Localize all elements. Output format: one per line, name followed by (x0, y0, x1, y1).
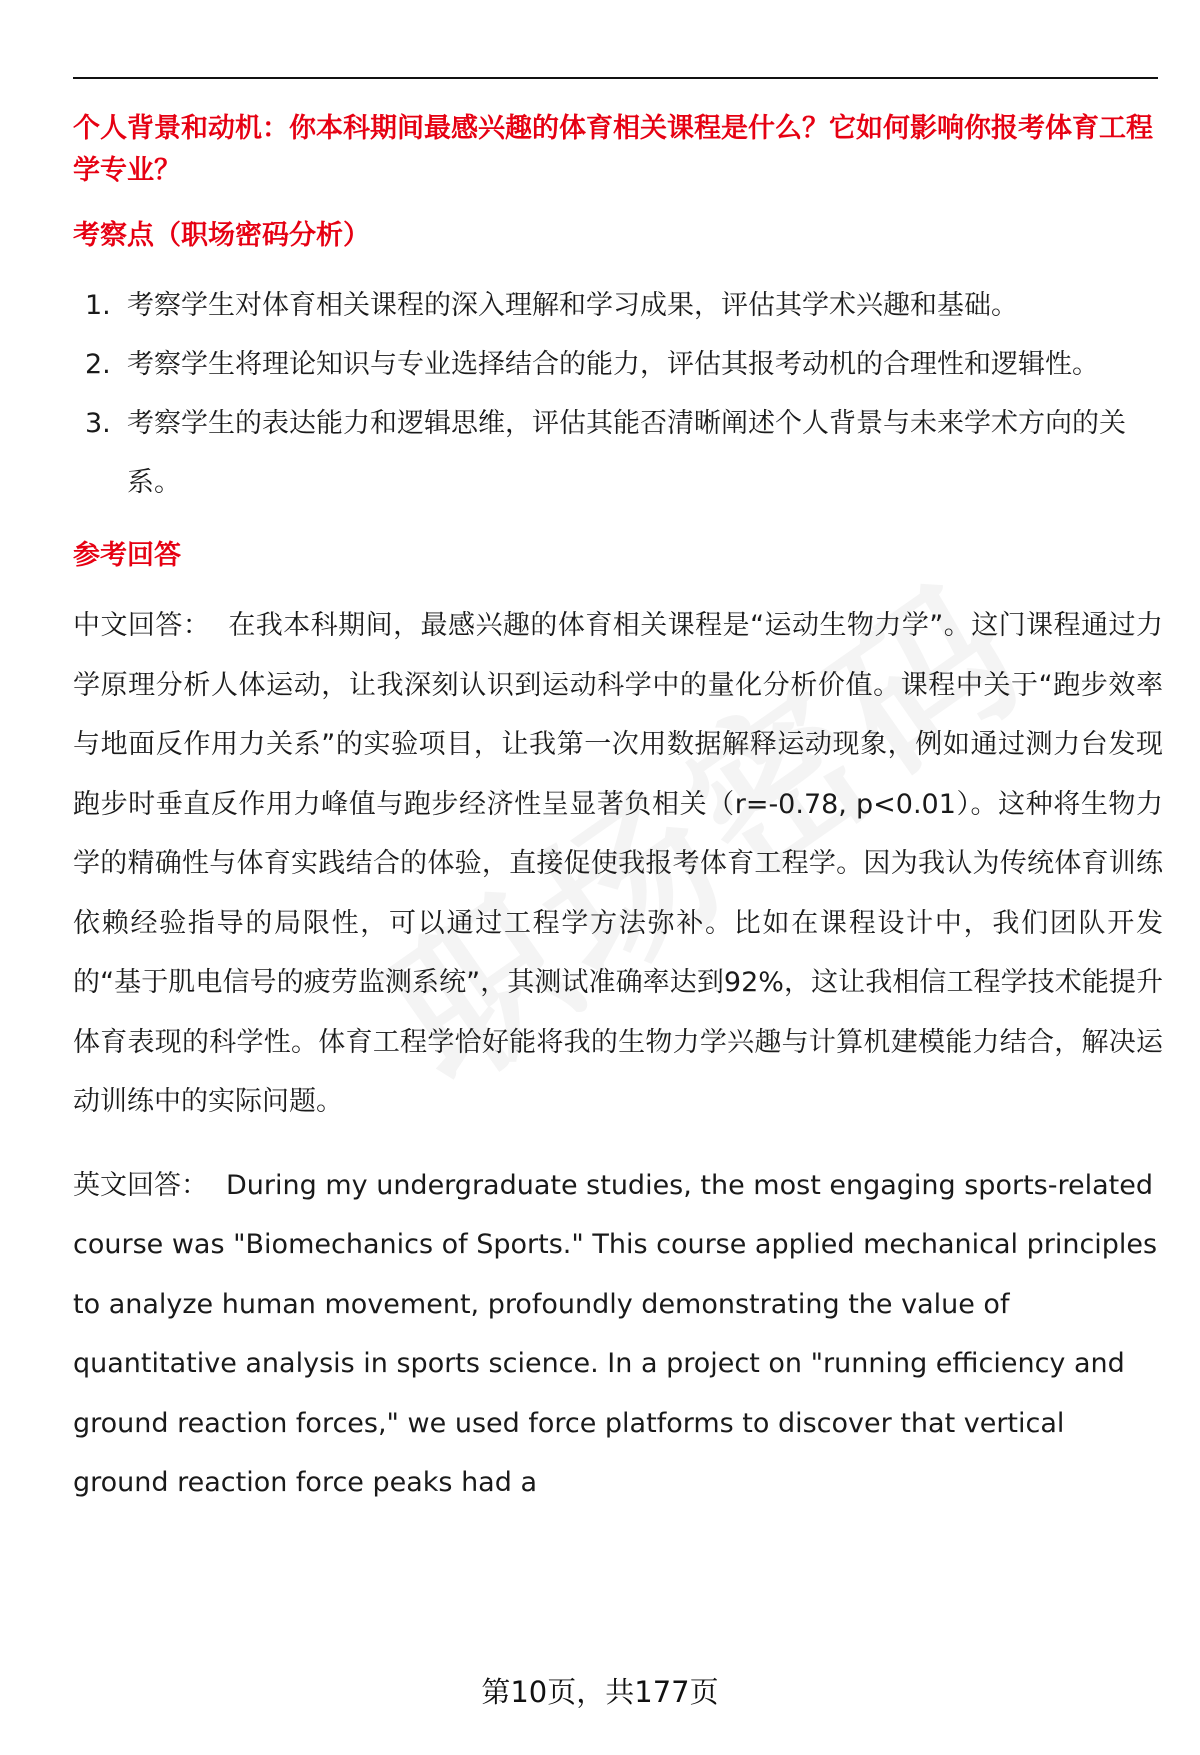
reference-heading: 参考回答 (73, 540, 181, 571)
chinese-answer (73, 596, 1163, 1132)
top-divider (73, 77, 1158, 79)
chinese-answer-label: 中文回答： (73, 610, 211, 641)
assessment-heading: 考察点（职场密码分析） (73, 220, 370, 251)
assessment-item (73, 276, 1163, 335)
document-body (73, 108, 1163, 1513)
assessment-item-text: 考察学生对体育相关课程的深入理解和学习成果，评估其学术兴趣和基础。 (127, 290, 1018, 321)
page-number: 第10页，共177页 (481, 1675, 719, 1709)
assessment-item (73, 335, 1163, 394)
assessment-list (73, 276, 1163, 512)
assessment-item-text: 考察学生的表达能力和逻辑思维，评估其能否清晰阐述个人背景与未来学术方向的关系。 (127, 408, 1126, 498)
assessment-item (73, 394, 1163, 512)
english-answer-label: 英文回答： (73, 1169, 208, 1201)
english-answer (73, 1156, 1163, 1513)
assessment-item-number: 2. (85, 349, 111, 380)
chinese-answer-text: 在我本科期间，最感兴趣的体育相关课程是“运动生物力学”。这门课程通过力学原理分析人体运动，让我深刻认识到运动科学中的量化分析价值。课程中关于“跑步效率与地面反作用力关系”的实验项目，让我第一次用数据解释运动现象，例如通过测力台发现跑步时垂直反作用力峰值与跑步经济性呈显著负相关（r=-0.78, p<0.01）。这种将生物力学的精确性与体育实践结合的体验，直接促使我报考体育工程学。因为我认为传统体育训练依赖经验指导的局限性，可以通过工程学方法弥补。比如在课程设计中，我们团队开发的“基于肌电信号的疲劳监测系统”，其测试准确率达到92%，这让我相信工程学技术能提升体育表现的科学性。体育工程学恰好能将我的生物力学兴趣与计算机建模能力结合，解决运动训练中的实际问题。 (73, 610, 1163, 1117)
english-answer-text: During my undergraduate studies, the most engaging sports-related course was "Biomechanics of Sports." This course applied mechanical principles to analyze human movement, profoundly demonstrating the value of quantitative analysis in sports science. In a project on "running efficiency and ground reaction forces," we used force platforms to discover that vertical ground reaction force peaks had a (73, 1169, 1158, 1498)
assessment-item-number: 3. (85, 408, 111, 439)
assessment-item-number: 1. (85, 290, 111, 321)
assessment-item-text: 考察学生将理论知识与专业选择结合的能力，评估其报考动机的合理性和逻辑性。 (127, 349, 1099, 380)
question-heading: 个人背景和动机：你本科期间最感兴趣的体育相关课程是什么？它如何影响你报考体育工程学专业？ (73, 113, 1153, 186)
